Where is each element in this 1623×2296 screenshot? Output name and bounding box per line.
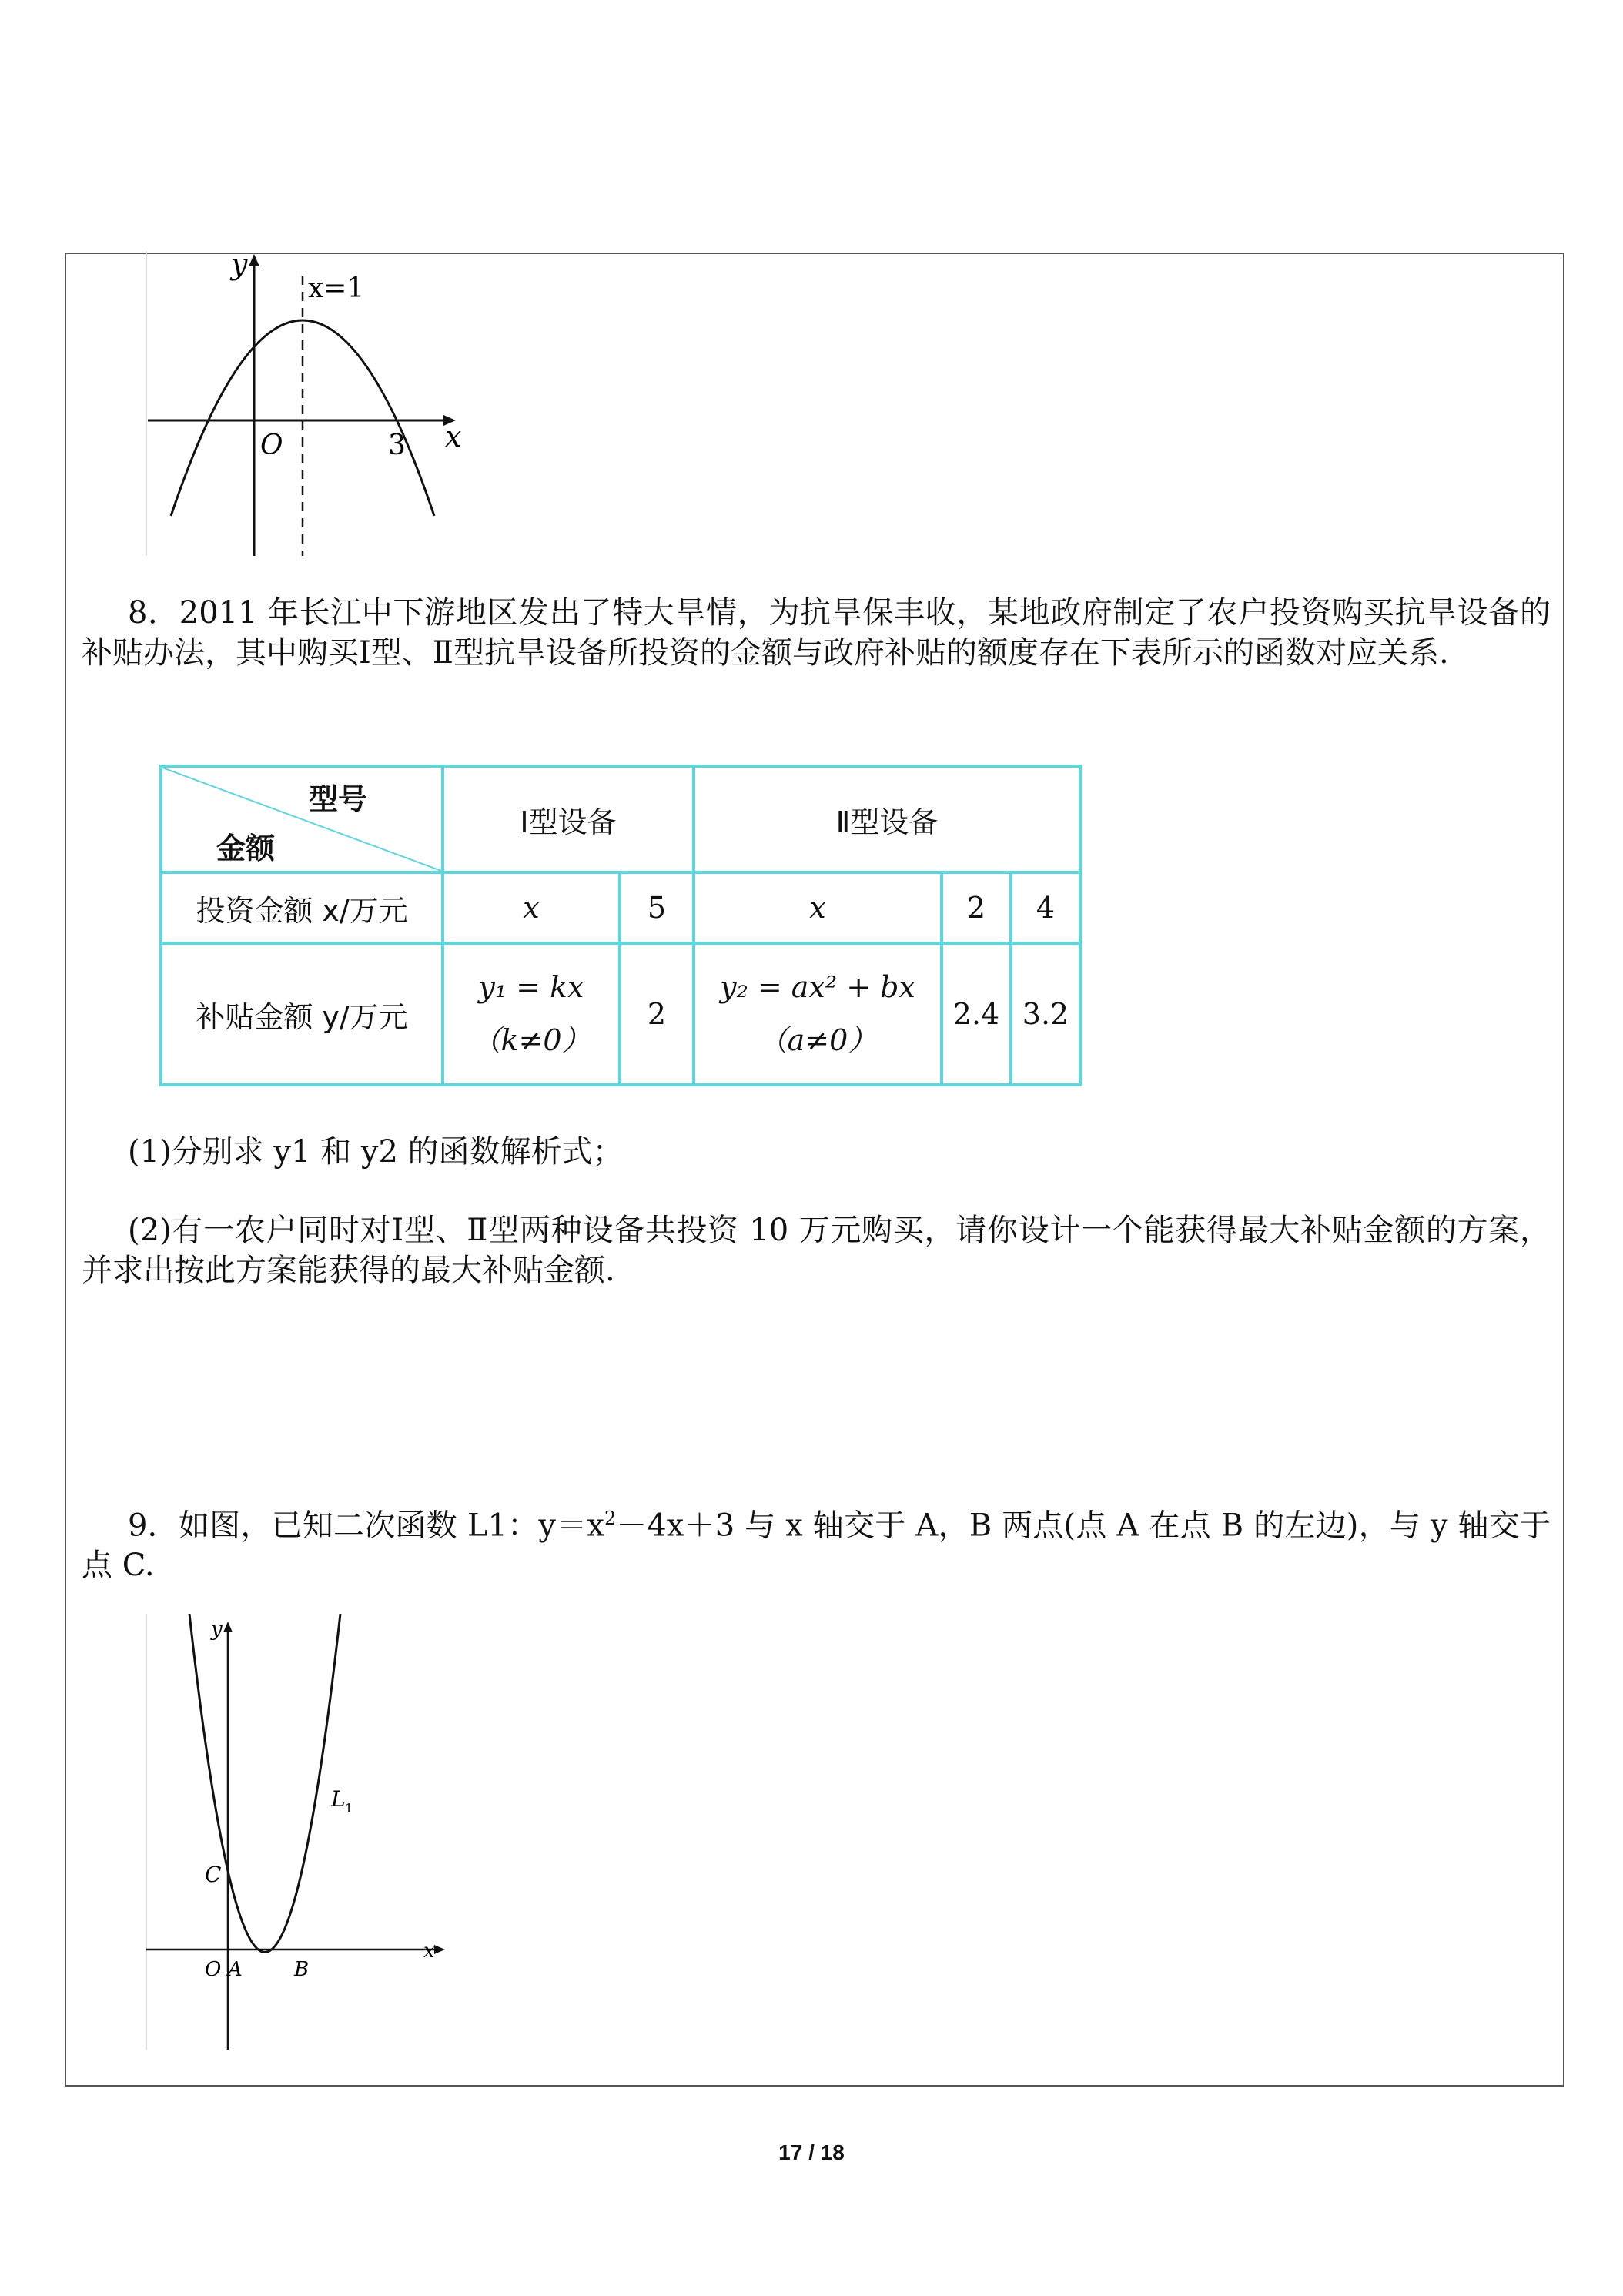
type1-header: Ⅰ型设备: [443, 766, 694, 872]
root-label: 3: [388, 430, 406, 461]
parabola-graph-2: [143, 1614, 451, 2053]
curve-label: L: [331, 1786, 346, 1812]
invest-type1-value: 5: [620, 872, 694, 943]
x-label: x: [423, 1940, 435, 1963]
invest-type2-value-1: 2: [942, 872, 1011, 943]
subsidy-table: [159, 765, 1082, 1086]
y-axis-arrow: [249, 254, 259, 266]
table-corner-cell: [161, 766, 443, 872]
question-8: [82, 593, 1551, 673]
curve-label-subscript: 1: [345, 1801, 353, 1816]
subsidy-type1-value: 2: [620, 943, 694, 1085]
point-a-label: A: [228, 1958, 243, 1981]
invest-type1-x: x: [443, 872, 620, 943]
subsidy-type2-value-1: 2.4: [942, 943, 1011, 1085]
page-number: 17 / 18: [778, 2140, 845, 2164]
subsidy-type2-condition: （a≠0）: [758, 1022, 878, 1057]
origin-label: O: [260, 430, 283, 461]
axis-line-label: x=1: [308, 273, 365, 304]
subsidy-type1-formula: y₁ = kx: [478, 969, 584, 1004]
question-9-text-a: 9．如图，已知二次函数 L1：y＝x: [128, 1508, 604, 1544]
corner-model-label: 型号: [309, 782, 368, 816]
y-label: y: [231, 251, 248, 281]
point-b-label: B: [294, 1958, 310, 1981]
subsidy-row-label: 补贴金额 y/万元: [161, 943, 443, 1085]
corner-amount-label: 金额: [216, 832, 276, 865]
subsidy-type2-formula: y₂ = ax² + bx: [720, 969, 915, 1004]
y-label: y: [211, 1618, 223, 1641]
point-c-label: C: [205, 1862, 222, 1887]
question-9-text-b: －4x＋3 与 x 轴交于 A，B 两点(点 A 在点 B 的左边)，与 y 轴交于点 C.: [82, 1508, 1551, 1584]
question-9-exponent: 2: [604, 1508, 617, 1529]
invest-type2-x: x: [694, 872, 942, 943]
subsidy-type2-formula-cell: [694, 943, 942, 1085]
question-9: [82, 1498, 1551, 1585]
question-8-part-2-text: (2)有一农户同时对Ⅰ型、Ⅱ型两种设备共投资 10 万元购买，请你设计一个能获得最大补贴金额的方案，并求出按此方案能获得的最大补贴金额.: [82, 1213, 1551, 1288]
x-label: x: [445, 420, 462, 454]
invest-type2-value-2: 4: [1011, 872, 1080, 943]
invest-row-label: 投资金额 x/万元: [161, 872, 443, 943]
y-axis-arrow: [223, 1622, 233, 1632]
type2-header: Ⅱ型设备: [694, 766, 1080, 872]
subsidy-type1-formula-cell: [443, 943, 620, 1085]
parabola-curve: [189, 1614, 340, 1953]
question-8-text: 8．2011 年长江中下游地区发出了特大旱情，为抗旱保丰收，某地政府制定了农户投资购买抗旱设备的补贴办法，其中购买Ⅰ型、Ⅱ型抗旱设备所投资的金额与政府补贴的额度存在下表所示的函数对应关系.: [82, 595, 1551, 671]
question-8-part-2: [82, 1210, 1551, 1290]
subsidy-type1-condition: （k≠0）: [471, 1022, 591, 1057]
question-8-part-1-text: (1)分别求 y1 和 y2 的函数解析式；: [128, 1134, 624, 1170]
subsidy-type2-value-2: 3.2: [1011, 943, 1080, 1085]
question-8-part-1: [82, 1132, 1551, 1172]
parabola-graph-1: [143, 251, 467, 559]
origin-label: O: [205, 1958, 222, 1981]
x-axis-arrow: [434, 1945, 445, 1954]
